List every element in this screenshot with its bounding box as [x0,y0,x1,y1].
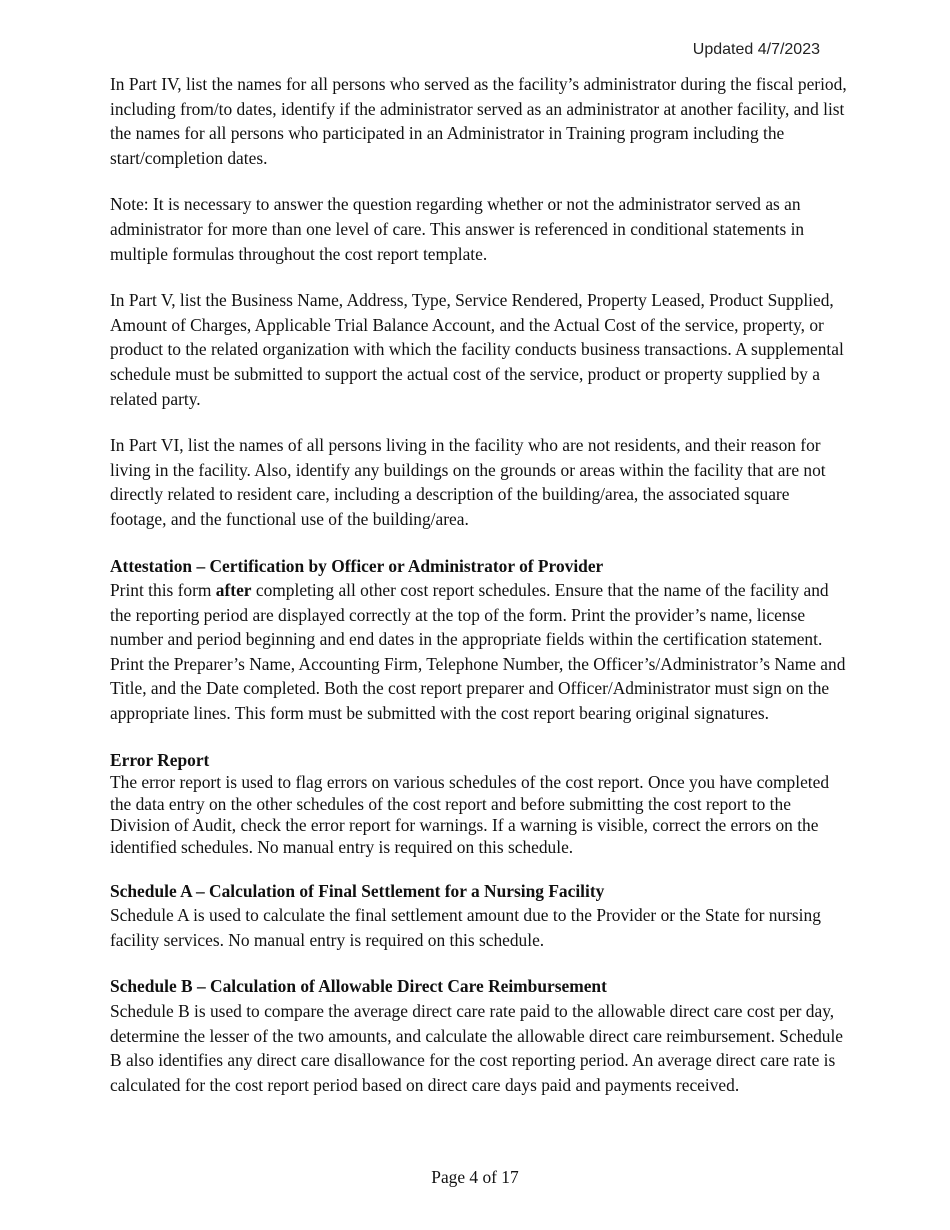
part-v-paragraph: In Part V, list the Business Name, Address, Type, Service Rendered, Property Leased, Product Supplied, Amount of Charges, Applicable Trial Balance Account, and the Actual Cost of the service, property, or product to the related organization with which the facility conducts business transactions. A supplemental schedule must be submitted to support the actual cost of the service, product or property supplied by a related party. [110,290,844,409]
updated-date: Updated 4/7/2023 [692,41,820,58]
attestation-body-emphasis: after [215,580,252,601]
error-report-section [110,748,850,859]
schedule-a-heading: Schedule A – Calculation of Final Settlement for a Nursing Facility [110,880,605,901]
attestation-body-lead: Print this form [110,580,216,601]
attestation-section [110,554,850,726]
part-vi-paragraph: In Part VI, list the names of all persons living in the facility who are not residents, and their reason for living in the facility. Also, identify any buildings on the grounds or areas within the facility that are not directly related to resident care, including a description of the building/area, the associated square footage, and the functional use of the building/area. [110,435,826,529]
schedule-a-body: Schedule A is used to calculate the final settlement amount due to the Provider or the State for nursing facility services. No manual entry is required on this schedule. [110,905,821,950]
document-body [110,72,850,1119]
attestation-heading: Attestation – Certification by Officer or Administrator of Provider [110,555,604,576]
schedule-a-section [110,879,850,953]
note-paragraph: Note: It is necessary to answer the question regarding whether or not the administrator served as an administrator for more than one level of care. This answer is referenced in conditional statements in multiple formulas throughout the cost report template. [110,194,805,264]
schedule-b-section [110,974,850,1097]
error-report-body: The error report is used to flag errors on various schedules of the cost report. Once you have completed the data entry on the other schedules of the cost report and before submitting the cost report to the Division of Audit, check the error report for warnings. If a warning is visible, correct the errors on the identified schedules. No manual entry is required on this schedule. [110,772,830,858]
page-number: Page 4 of 17 [431,1167,519,1187]
part-iv-paragraph: In Part IV, list the names for all persons who served as the facility’s administrator during the fiscal period, including from/to dates, identify if the administrator served as an administrator at another facility, and list the names for all persons who participated in an Administrator in Training program including the start/completion dates. [110,74,847,168]
attestation-body [110,578,850,726]
attestation-body-rest: completing all other cost report schedules. Ensure that the name of the facility and the reporting period are displayed correctly at the top of the form. Print the provider’s name, license number and period beginning and end dates in the appropriate fields within the certification statement. Print the Preparer’s Name, Accounting Firm, Telephone Number, the Officer’s/Administrator’s Name and Title, and the Date completed. Both the cost report preparer and Officer/Administrator must sign on the appropriate lines. This form must be submitted with the cost report bearing original signatures. [110,580,846,724]
error-report-heading: Error Report [110,749,210,770]
schedule-b-heading: Schedule B – Calculation of Allowable Direct Care Reimbursement [110,976,607,997]
schedule-b-body: Schedule B is used to compare the average direct care rate paid to the allowable direct care cost per day, determine the lesser of the two amounts, and calculate the allowable direct care reimbursement. Schedule B also identifies any direct care disallowance for the cost reporting period. An average direct care rate is calculated for the cost report period based on direct care days paid and payments received. [110,1001,844,1095]
